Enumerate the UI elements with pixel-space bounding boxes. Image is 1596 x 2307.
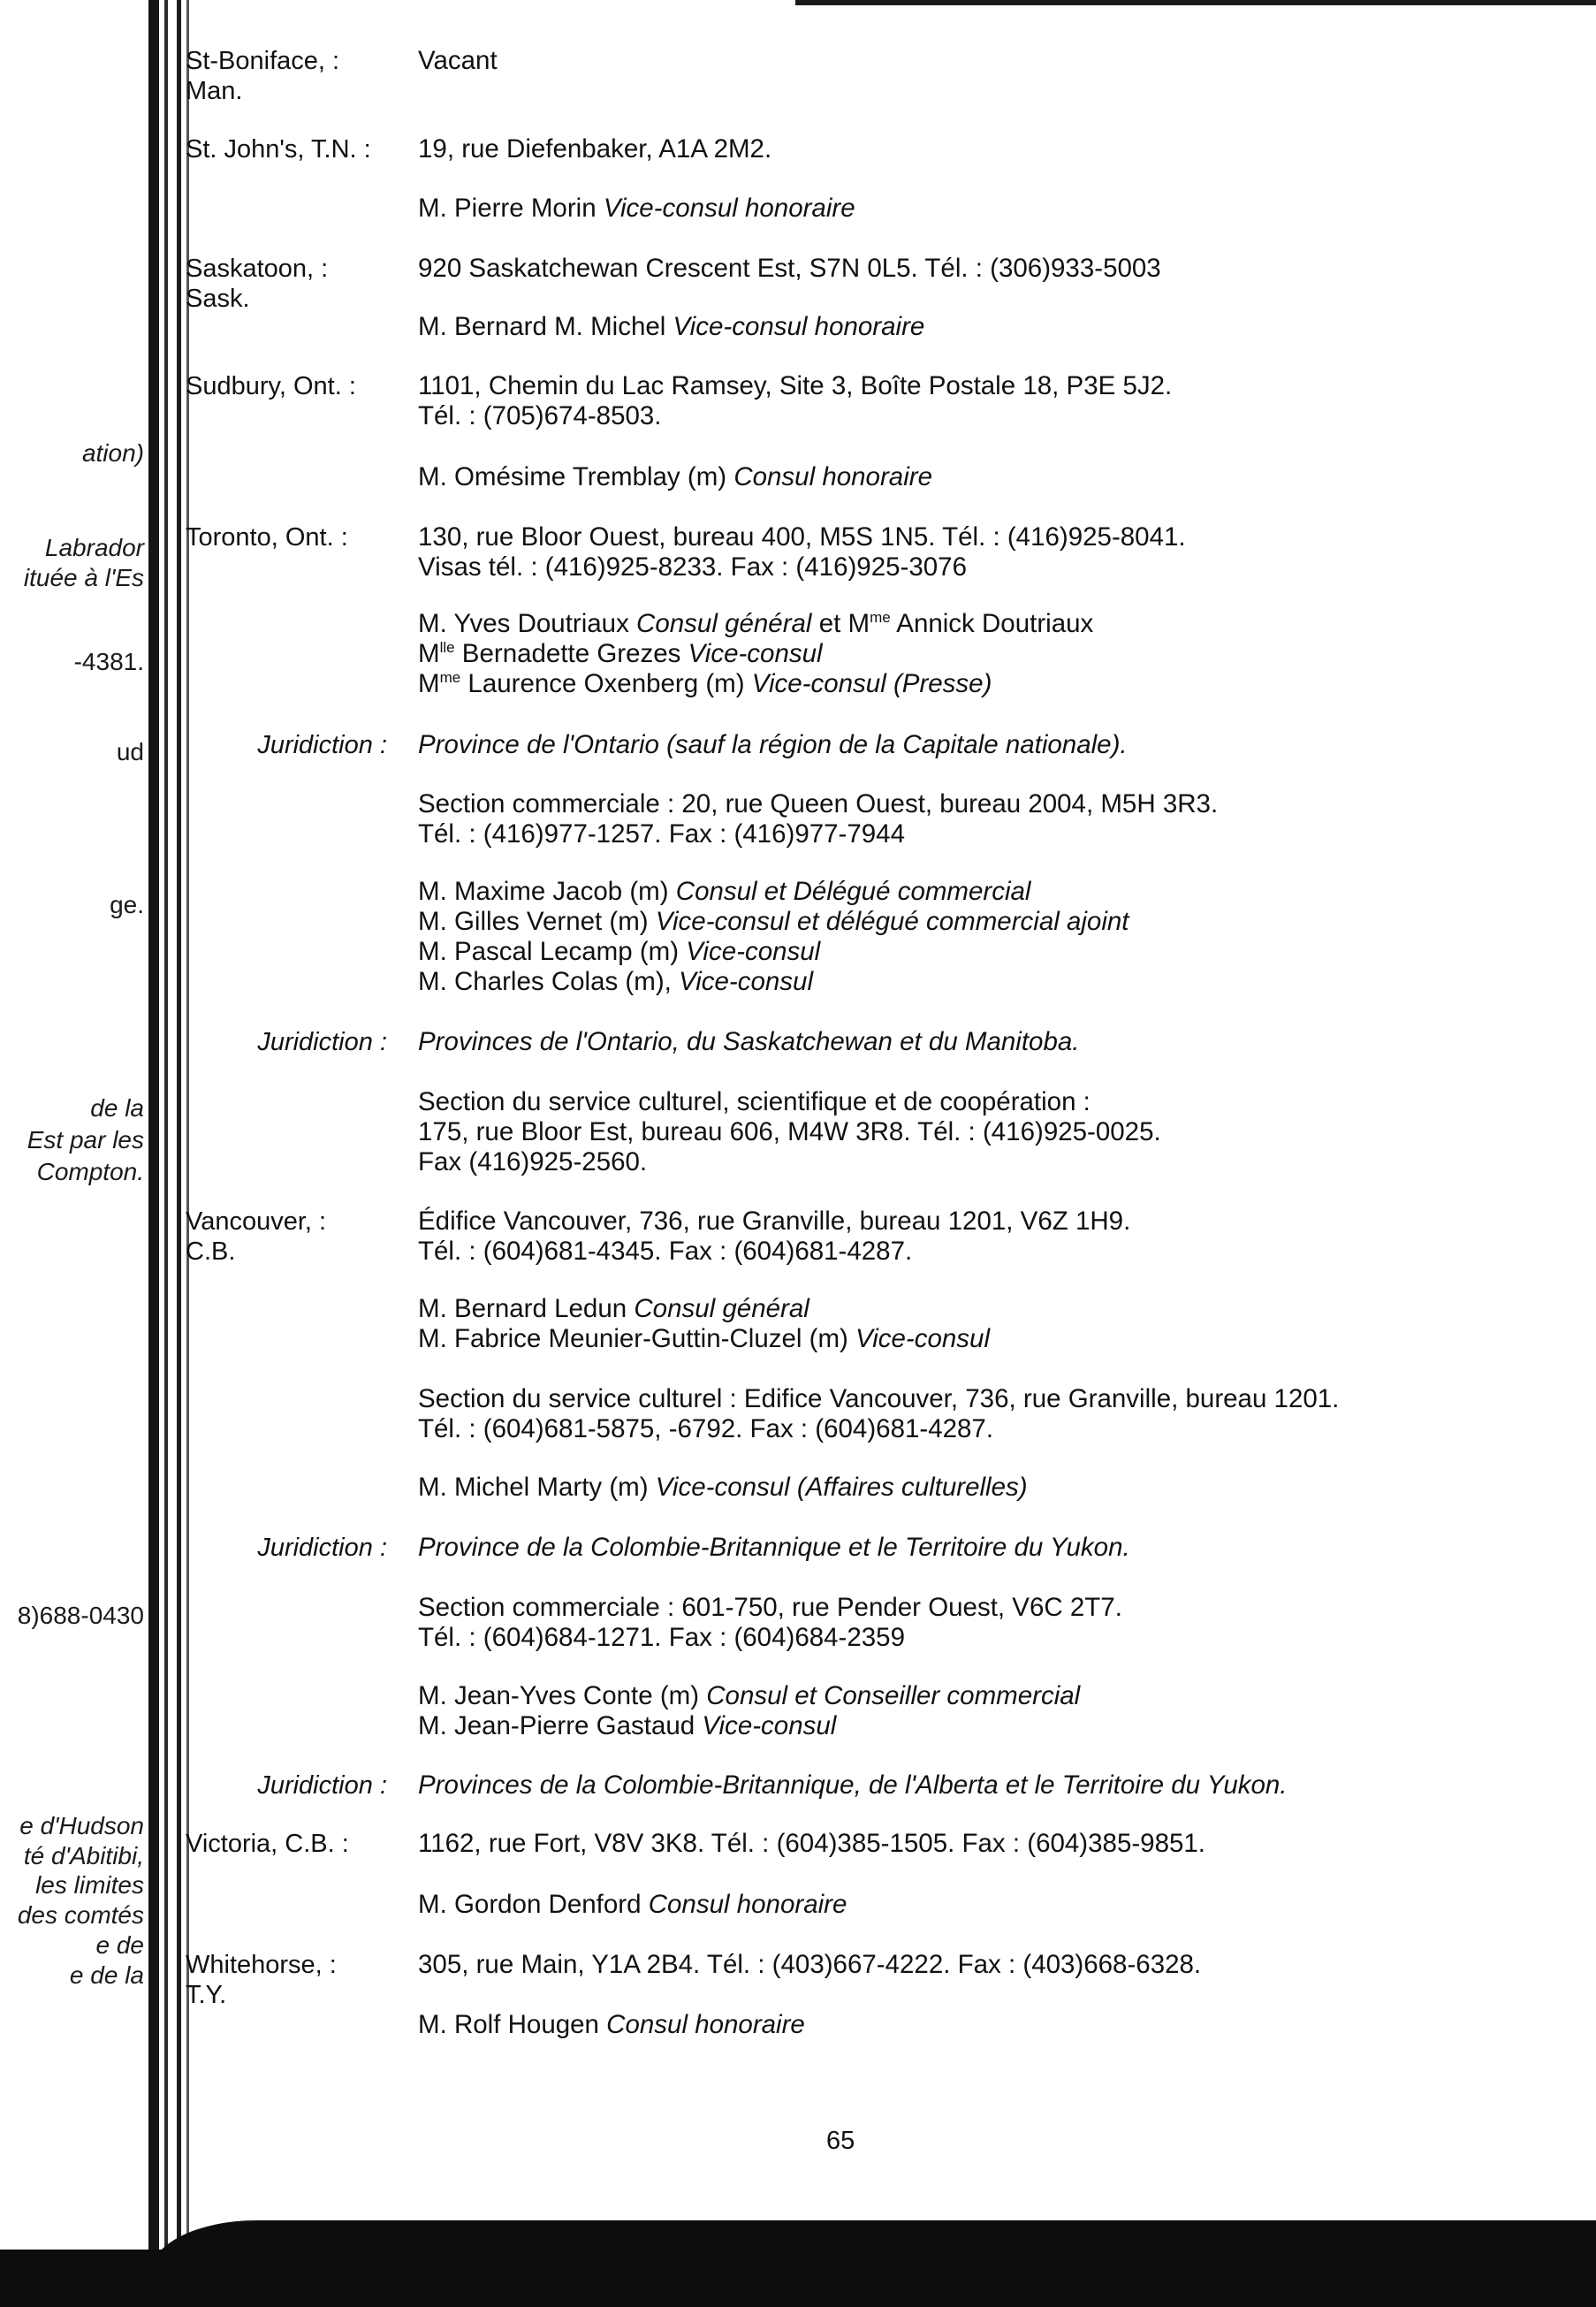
address-toronto: 130, rue Bloor Ouest, bureau 400, M5S 1N5. Tél. : (416)925-8041. Visas tél. : (416)925-8233. Fax : (416)925-3076 (418, 522, 1186, 582)
jurisdiction-label: Juridiction : (257, 1534, 387, 1562)
left-page-fragment: ation) (81, 439, 144, 467)
address-victoria: 1162, rue Fort, V8V 3K8. Tél. : (604)385-1505. Fax : (604)385-9851. (418, 1829, 1205, 1858)
staff-line: M. Michel Marty (m) Vice-consul (Affaires culturelles) (418, 1473, 1028, 1502)
cultural-section-vancouver: Section du service culturel : Edifice Vancouver, 736, rue Granville, bureau 1201. Tél. : (604)681-5875, -6792. Fax : (604)681-4287. (418, 1384, 1340, 1443)
staff-line: M. Pierre Morin Vice-consul honoraire (418, 194, 855, 223)
page-number: 65 (826, 2127, 855, 2155)
address-vancouver: Édifice Vancouver, 736, rue Granville, bureau 1201, V6Z 1H9. Tél. : (604)681-4345. Fax : (604)681-4287. (418, 1207, 1131, 1266)
left-page-fragment: des comtés (17, 1901, 144, 1929)
address-sudbury: 1101, Chemin du Lac Ramsey, Site 3, Boîte Postale 18, P3E 5J2. Tél. : (705)674-8503. (418, 371, 1173, 430)
staff-line: $M^{lle}$ Bernadette Grezes Vice-consul (418, 639, 823, 668)
left-page-fragment: té d'Abitibi, (23, 1842, 144, 1869)
left-page-fragment: Compton. (36, 1158, 144, 1185)
staff-line: M. Gordon Denford Consul honoraire (418, 1890, 847, 1919)
staff-line: M. Maxime Jacob (m) Consul et Délégué commercial (418, 877, 1031, 906)
staff-line: M. Pascal Lecamp (m) Vice-consul (418, 937, 821, 966)
address-st-johns: 19, rue Diefenbaker, A1A 2M2. (418, 134, 772, 164)
staff-line: M. Jean-Yves Conte (m) Consul et Conseiller commercial (418, 1681, 1081, 1710)
top-scan-edge (795, 0, 1596, 5)
city-label-victoria: Victoria, C.B. : (186, 1830, 349, 1858)
city-label-sudbury: Sudbury, Ont. : (186, 372, 356, 400)
left-page-fragment: e de la (69, 1961, 144, 1989)
left-page-fragment: 8)688-0430 (17, 1602, 144, 1629)
left-page-fragment: ud (116, 738, 144, 765)
city-label-vancouver: Vancouver, : C.B. (186, 1207, 327, 1266)
staff-line: M. Charles Colas (m), Vice-consul (418, 967, 814, 996)
staff-line: M. Yves Doutriaux Consul général et $M^{me}$ Annick Doutriaux (418, 609, 1094, 638)
staff-line: M. Gilles Vernet (m) Vice-consul et délégué commercial ajoint (418, 907, 1129, 936)
jurisdiction-text: Province de la Colombie-Britannique et le Territoire du Yukon. (418, 1533, 1130, 1562)
jurisdiction-text: Provinces de l'Ontario, du Saskatchewan et du Manitoba. (418, 1027, 1080, 1056)
staff-line: M. Bernard Ledun Consul général (418, 1294, 809, 1323)
staff-line: M. Rolf Hougen Consul honoraire (418, 2010, 805, 2039)
spine-edge-line (164, 0, 168, 2263)
city-label-toronto: Toronto, Ont. : (186, 523, 348, 552)
left-page-fragment: de la (90, 1094, 144, 1122)
city-label-st-boniface: St-Boniface, : Man. (186, 47, 340, 105)
bottom-scan-edge (0, 2250, 1596, 2307)
left-page-fragment: ituée à l'Es (23, 564, 144, 591)
left-page-fragment: e d'Hudson (19, 1812, 144, 1839)
jurisdiction-text: Provinces de la Colombie-Britannique, de l'Alberta et le Territoire du Yukon. (418, 1770, 1288, 1800)
address-st-boniface: Vacant (418, 46, 498, 75)
spine-edge-line (186, 0, 189, 2263)
left-page-fragment: Labrador (44, 534, 144, 561)
commercial-section-vancouver: Section commerciale : 601-750, rue Pender Ouest, V6C 2T7. Tél. : (604)684-1271. Fax : (604)684-2359 (418, 1593, 1122, 1652)
jurisdiction-label: Juridiction : (257, 1028, 387, 1056)
left-page-fragment: les limites (35, 1871, 144, 1899)
city-label-whitehorse: Whitehorse, : T.Y. (186, 1951, 337, 2009)
book-spine-shadow (148, 0, 159, 2263)
staff-line: M. Fabrice Meunier-Guttin-Cluzel (m) Vice-consul (418, 1324, 991, 1353)
spine-edge-line (177, 0, 181, 2263)
left-page-fragment: Est par les (27, 1126, 144, 1154)
staff-line: M. Bernard M. Michel Vice-consul honoraire (418, 312, 925, 341)
jurisdiction-label: Juridiction : (257, 731, 387, 759)
city-label-saskatoon: Saskatoon, : Sask. (186, 255, 329, 313)
jurisdiction-text: Province de l'Ontario (sauf la région de la Capitale nationale). (418, 730, 1128, 759)
address-whitehorse: 305, rue Main, Y1A 2B4. Tél. : (403)667-4222. Fax : (403)668-6328. (418, 1950, 1202, 1979)
staff-line: M. Omésime Tremblay (m) Consul honoraire (418, 462, 932, 491)
jurisdiction-label: Juridiction : (257, 1771, 387, 1800)
staff-line: M. Jean-Pierre Gastaud Vice-consul (418, 1711, 837, 1740)
commercial-section-toronto: Section commerciale : 20, rue Queen Ouest, bureau 2004, M5H 3R3. Tél. : (416)977-1257. Fax : (416)977-7944 (418, 789, 1219, 849)
left-page-fragment: ge. (110, 891, 144, 918)
left-page-fragment: -4381. (73, 648, 144, 675)
cultural-section-toronto: Section du service culturel, scientifique et de coopération : 175, rue Bloor Est, bureau 606, M4W 3R8. Tél. : (416)925-0025. Fax (416)925-2560. (418, 1087, 1161, 1176)
address-saskatoon: 920 Saskatchewan Crescent Est, S7N 0L5. Tél. : (306)933-5003 (418, 254, 1161, 283)
city-label-st-johns: St. John's, T.N. : (186, 135, 371, 164)
staff-line: $M^{me}$ Laurence Oxenberg (m) Vice-consul (Presse) (418, 669, 992, 698)
left-page-fragment: e de (95, 1931, 144, 1959)
